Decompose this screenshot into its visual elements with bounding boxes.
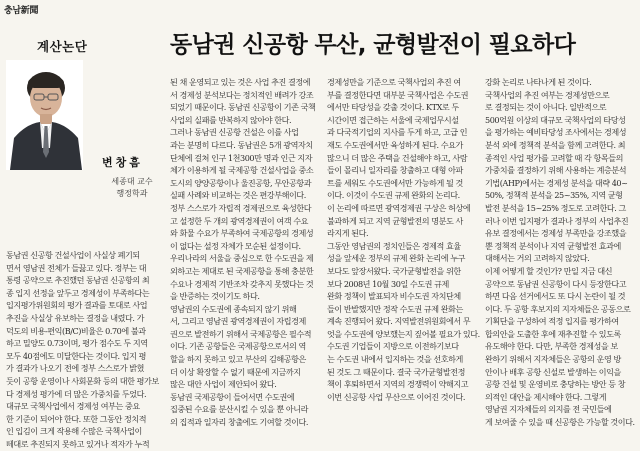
- article-line: 외하고는 제대로 된 국제공항을 통해 충분한: [170, 265, 314, 276]
- article-line: 된 채 운영되고 있는 것은 사업 추진 결정에: [170, 77, 311, 87]
- article-line: 많으니 더 많은 주택을 건설해야 하고, 사람: [327, 152, 468, 163]
- article-line: 영남권 지자체들의 의지를 전 국민들에: [485, 404, 612, 415]
- article-line: 뿐 정책적 분석이나 지역 균형발전 효과에: [485, 240, 621, 251]
- article-line: 공항 건설 및 운영비로 충당하는 방안 등 창: [485, 379, 626, 390]
- article-line: 기법(AHP)에서는 경제성 분석을 대략 40~: [485, 177, 628, 188]
- article-line: 종 입지 선정을 앞두고 경제성이 부족하다는: [6, 287, 150, 298]
- article-line: 완화 정책이 발표되자 비수도권 자치단체: [327, 291, 461, 302]
- article-line: 500억원 이상의 대규모 국책사업의 타당성: [485, 114, 626, 125]
- article-line: 불과하게 되고 지역 균형발전의 명분도 사: [327, 215, 463, 226]
- newspaper-masthead: 충남新聞: [4, 6, 39, 16]
- article-line: 엇을 수도권에 양보했는지 짚어볼 필요가 있다.: [327, 328, 480, 339]
- article-line: 할을 하지 못하고 있고 부산의 김해공항은: [170, 354, 306, 365]
- article-line: 입지평가위원회의 평가 결과를 토대로 사업: [6, 300, 148, 311]
- article-line: 의적인 대안을 제시해야 한다. 그렇게: [485, 391, 607, 402]
- article-headline: 동남권 신공항 무산, 균형발전이 필요하다: [170, 32, 576, 58]
- author-affiliation: 세종대 교수: [111, 177, 153, 186]
- article-line: 계속 진행되어 왔다. 지역발전위원회에서 무: [327, 316, 471, 327]
- column-section-label: 계산논단: [37, 39, 88, 54]
- article-line: 가중치를 결정하기 위해 사용하는 계층분석: [485, 165, 627, 176]
- article-line: 성을 앞세운 정부의 규제 완화 논리에 누구: [327, 253, 466, 264]
- article-line: 는 수도권 내에서 입지하는 것을 선호하게: [327, 354, 463, 365]
- article-line: 공약으로 동남권 신공항이 다시 등장한다고: [485, 278, 627, 289]
- article-line: 경제성만을 기준으로 국책사업의 추진 여: [327, 77, 461, 87]
- article-line: 더 이상 확장할 수 없기 때문에 지금까지: [170, 366, 301, 377]
- article-line: 보다도 앞장서왔다. 국가균형발전을 위한: [327, 265, 461, 276]
- article-line: 과 다국적기업의 지사를 두게 하고, 고급 인: [327, 127, 468, 138]
- article-line: 기획단을 구성하여 적정 입지를 평가하여: [485, 316, 619, 327]
- article-line: 로 결정되는 것이 아니다. 일반적으로: [485, 102, 607, 113]
- article-line: 을 평가하는 예비타당성 조사에서는 경제성: [485, 127, 627, 138]
- article-line: 면서 영남권 전체가 들끓고 있다. 정부는 대: [6, 262, 147, 273]
- article-line: 듯이 공항 운영이나 사회문화 등의 대한 평가보: [6, 375, 159, 386]
- article-line: 영남권의 수도권에 종속되지 않기 위해: [170, 303, 297, 314]
- article-column-1: [6, 249, 159, 449]
- article-line: 추진을 사실상 유보하는 결정을 내렸다. 가: [6, 312, 145, 323]
- article-line: 정부 스스로가 자립적 경제권으로 육성한다: [170, 202, 312, 213]
- article-line: 가 결과가 나오기 전에 정부 스스로가 밝혔: [6, 363, 145, 374]
- article-line: 이 없다는 설정 자체가 모순된 설정이다.: [170, 240, 301, 251]
- article-line: 유보 결정에서는 경제성 부족만을 강조했을: [485, 228, 627, 239]
- article-line: 집중된 수요를 분산시킬 수 있을 뿐 아니라: [170, 404, 309, 415]
- article-line: 들이 몰리니 일자리를 창출하고 대형 아파: [327, 165, 463, 176]
- article-line: 서 경제성 분석보다는 정치적인 배려가 강조: [170, 89, 314, 100]
- article-line: 통령 공약으로 추진했던 동남권 신공항의 최: [6, 275, 150, 286]
- author-department: 행정학과: [116, 189, 148, 198]
- article-line: 우리나라의 서울을 중심으로 한 수도권을 제: [170, 253, 314, 264]
- article-line: 라지게 된다.: [327, 228, 369, 239]
- author-name: 변창흠: [102, 156, 143, 169]
- article-line: 보다 2008년 10월 30일 수도권 규제: [327, 278, 449, 289]
- article-line: 와 화물 수요가 부족하여 국제공항의 경제성: [170, 228, 314, 239]
- article-line: 한 기준이 되어야 한다. 또한 그동안 정치적: [6, 413, 147, 424]
- article-line: 이다. 기존 공항들은 국제공항으로서의 역: [170, 341, 306, 352]
- article-line: 이다. 두 공항 후보지의 지자체들은 공동으로: [485, 303, 631, 314]
- article-line: 인 입김이 크게 작용해 수많은 국책사업이: [6, 426, 142, 437]
- article-line: 게 보여줄 수 있을 때 신공항은 가능할 것이다.: [485, 417, 635, 428]
- article-line: 부를 결정한다면 대부분 국책사업은 수도권: [327, 89, 469, 100]
- article-line: 실패 사례와 비교하는 것은 편강부해이다.: [170, 190, 306, 201]
- article-line: 덕도의 비용-편익(B/C)비율은 0.70에 불과: [6, 325, 146, 336]
- article-line: 강화 논리로 나타나게 된 것이다.: [485, 77, 592, 87]
- article-line: 동남권 신공항 건설사업이 사실상 폐기되: [6, 250, 140, 260]
- article-line: 합의안을 도출한 후에 재추진할 수 있도록: [485, 328, 621, 339]
- author-photo-icon: [6, 60, 83, 170]
- article-line: 그러나 동남권 신공항 건설은 이를 사업: [170, 127, 299, 138]
- article-line: 서, 그리고 영남권 광역경제권이 자립경제: [170, 316, 306, 327]
- article-line: 다 경제성 평가에 더 많은 가중치를 두었다.: [6, 388, 147, 399]
- article-column-2: [170, 76, 320, 428]
- article-line: 그동안 영남권의 정치인들은 경제적 효율: [327, 240, 461, 251]
- article-line: 들이 반발했지만 정작 수도권 규제 완화는: [327, 303, 463, 314]
- article-line: 수요나 경제적 기반조차 갖추지 못했다는 것: [170, 278, 314, 289]
- article-line: 시간이면 접근하는 서울에 국제업무시설: [327, 114, 459, 125]
- article-line: 이다. 이것이 수도권 규제 완화의 논리다.: [327, 190, 460, 201]
- article-line: 에서만 타당성을 갖출 것이다. KTX로 두: [327, 102, 459, 113]
- article-line: 많은 대안 사업이 제안되어 왔다.: [170, 379, 277, 390]
- article-line: 하면 다음 선거에서도 또 다시 논란이 될 것: [485, 291, 626, 302]
- article-line: 떼대로 추진되지 못하고 있거나 적자가 누적: [6, 438, 150, 449]
- article-line: 이제 어떻게 할 것인가? 만일 지금 대신: [485, 265, 613, 276]
- article-line: 되었기 때문이다. 동남권 신공항이 기존 국책: [170, 102, 316, 113]
- article-line: 을 반증하는 것이기도 하다.: [170, 291, 260, 302]
- article-line: 재도 수도권에서만 육성하게 된다. 수요가: [327, 139, 463, 150]
- article-line: 완하기 위해서 지자체들은 공항의 운영 방: [485, 354, 621, 365]
- article-line: 이번 신공항 사업 무산으로 이어진 것이다.: [327, 391, 466, 402]
- article-line: 안이나 배후 공항 신설로 발생하는 이익을: [485, 366, 621, 377]
- author-affiliation-block: [104, 176, 160, 200]
- article-line: 사업의 실패를 반복하지 않아야 한다.: [170, 114, 292, 125]
- article-line: 과는 분명히 다르다. 동남권은 5개 광역자치: [170, 139, 313, 150]
- article-line: 단체에 걸쳐 인구 1천300만 명과 인근 지자: [170, 152, 313, 163]
- article-line: 권으로 발전하기 위해서 국제공항은 필수적: [170, 328, 312, 339]
- article-line: 의 집적과 일자리 창출에도 기여할 것이다.: [170, 417, 309, 428]
- article-line: 도시의 양양공항이나 울진공항, 무안공항과: [170, 177, 312, 188]
- article-line: 고 설정한 두 개의 광역경제권이 여객 수요: [170, 215, 309, 226]
- article-line: 동남권 국제공항이 들어서면 수도권에: [170, 391, 295, 402]
- article-line: 발전 분석을 15~25% 정도로 고려한다. 그: [485, 202, 626, 213]
- article-line: 체가 이용하게 될 국제공항 건설사업을 중소: [170, 165, 314, 176]
- author-portrait: [6, 60, 83, 170]
- article-line: 대해서는 거의 고려하지 않았다.: [485, 253, 590, 264]
- article-line: 분석 외에 정책적 분석을 함께 고려한다. 최: [485, 139, 626, 150]
- article-column-3: [327, 76, 479, 419]
- article-line: 국책사업의 추진 여부는 경제성만으로: [485, 89, 610, 100]
- article-line: 수도권 기업들이 지방으로 이전하기보다: [327, 341, 459, 352]
- article-column-4: [485, 76, 635, 428]
- article-line: 이 논리에 따르면 광역경제권 구상은 허상에: [327, 202, 471, 213]
- article-line: 책이 후퇴하면서 지역의 경쟁력이 약해지고: [327, 379, 469, 390]
- article-line: 러나 이번 입지평가 결과나 정부의 사업추진: [485, 215, 629, 226]
- article-line: 된 것도 그 때문이다. 결국 국가균형발전정: [327, 366, 466, 377]
- article-line: 트를 세워도 수도권에서만 가능하게 될 것: [327, 177, 463, 188]
- article-line: 50%, 정책적 분석을 25~35%, 지역 균형: [485, 190, 623, 201]
- article-line: 대규모 국책사업에서 경제성 여부는 중요: [6, 401, 140, 412]
- article-line: 종적인 사업 평가를 고려할 때 각 항목들의: [485, 152, 624, 163]
- article-line: 하고 밀양도 0.73이며, 평가 점수도 두 지역: [6, 338, 148, 349]
- article-line: 유도해야 한다. 다만, 부족한 경제성을 보: [485, 341, 618, 352]
- article-line: 모두 40점에도 미달한다는 것이다. 입지 평: [6, 350, 147, 361]
